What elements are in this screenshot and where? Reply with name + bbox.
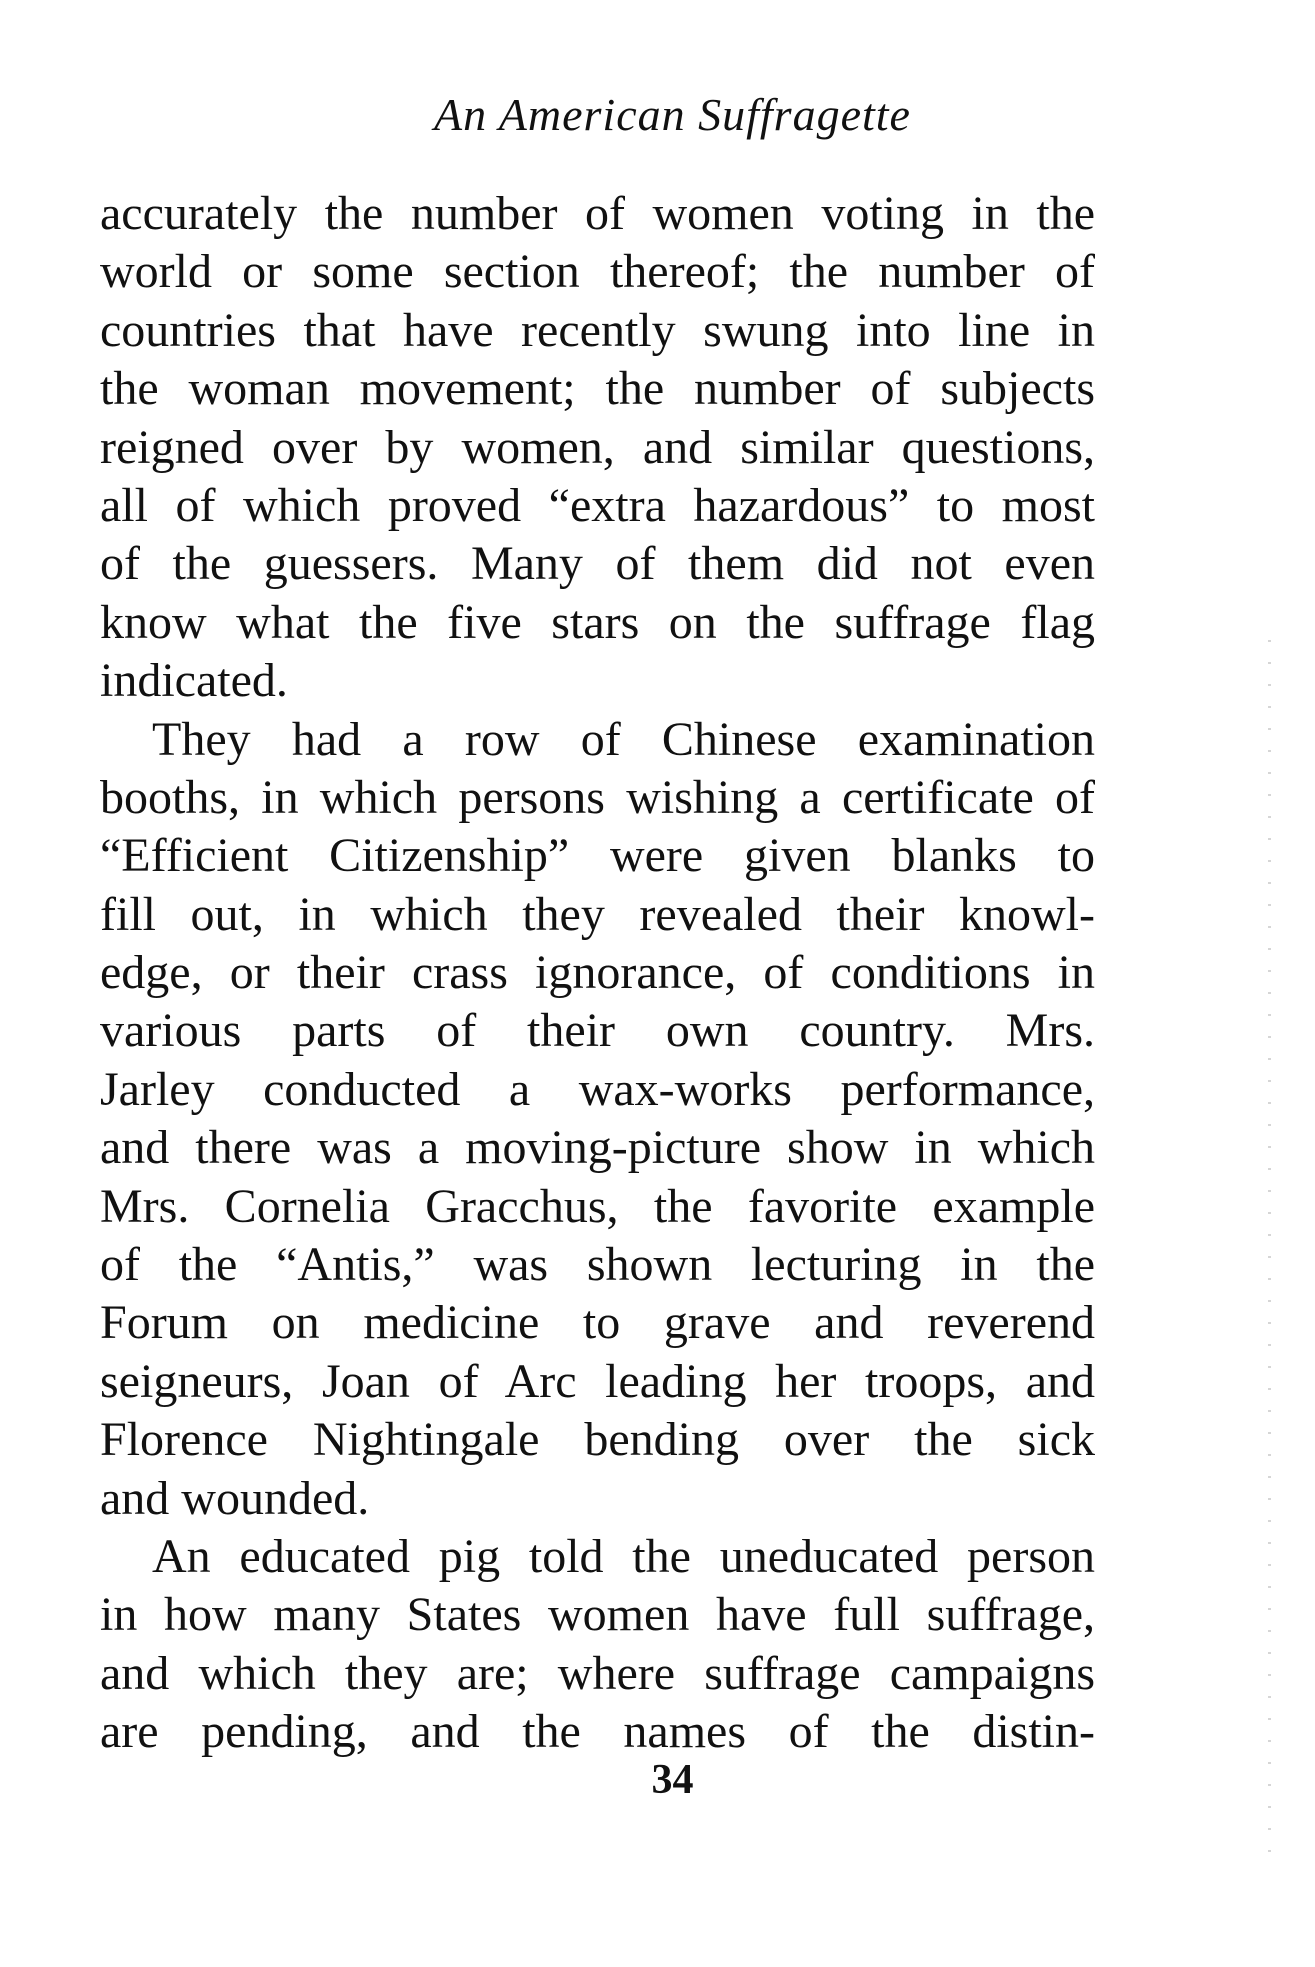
text-line: know what the five stars on the suffrage flag (100, 595, 1095, 649)
text-line: are pending, and the names of the distin- (100, 1705, 1095, 1759)
text-line: and wounded. (100, 1471, 370, 1525)
text-line: Florence Nightingale bending over the sick (100, 1413, 1095, 1467)
text-line: reigned over by women, and similar questions, (100, 420, 1095, 474)
text-line: accurately the number of women voting in the (100, 187, 1095, 240)
text-line: seigneurs, Joan of Arc leading her troops, and (100, 1354, 1095, 1408)
text-line: indicated. (100, 654, 288, 708)
text-line: countries that have recently swung into line in (100, 303, 1095, 357)
text-line: the woman movement; the number of subjects (100, 362, 1095, 416)
text-line: in how many States women have full suffrage, (100, 1588, 1095, 1642)
text-line: of the “Antis,” was shown lecturing in the (100, 1238, 1095, 1292)
text-line: An educated pig told the uneducated person (152, 1529, 1095, 1583)
text-line: They had a row of Chinese examination (152, 712, 1095, 766)
body-text (100, 185, 1095, 1762)
text-line: Mrs. Cornelia Gracchus, the favorite example (100, 1179, 1095, 1233)
text-line: edge, or their crass ignorance, of conditions in (100, 946, 1095, 1000)
text-line: Forum on medicine to grave and reverend (100, 1296, 1095, 1350)
text-line: world or some section thereof; the number of (100, 245, 1095, 299)
text-line: “Efficient Citizenship” were given blanks to (100, 829, 1095, 883)
text-line: of the guessers. Many of them did not even (100, 537, 1095, 591)
text-line: booths, in which persons wishing a certificate of (100, 770, 1095, 824)
page-number: 34 (651, 1757, 694, 1803)
text-line: fill out, in which they revealed their knowl- (100, 887, 1095, 941)
text-line: Jarley conducted a wax-works performance, (100, 1062, 1095, 1116)
text-line: and which they are; where suffrage campaigns (100, 1646, 1095, 1700)
text-line: and there was a moving-picture show in which (100, 1121, 1095, 1175)
scan-edge-specks (1268, 640, 1271, 1860)
running-title: An American Suffragette (434, 89, 911, 140)
text-line: all of which proved “extra hazardous” to most (100, 478, 1095, 532)
text-line: various parts of their own country. Mrs. (100, 1004, 1095, 1058)
